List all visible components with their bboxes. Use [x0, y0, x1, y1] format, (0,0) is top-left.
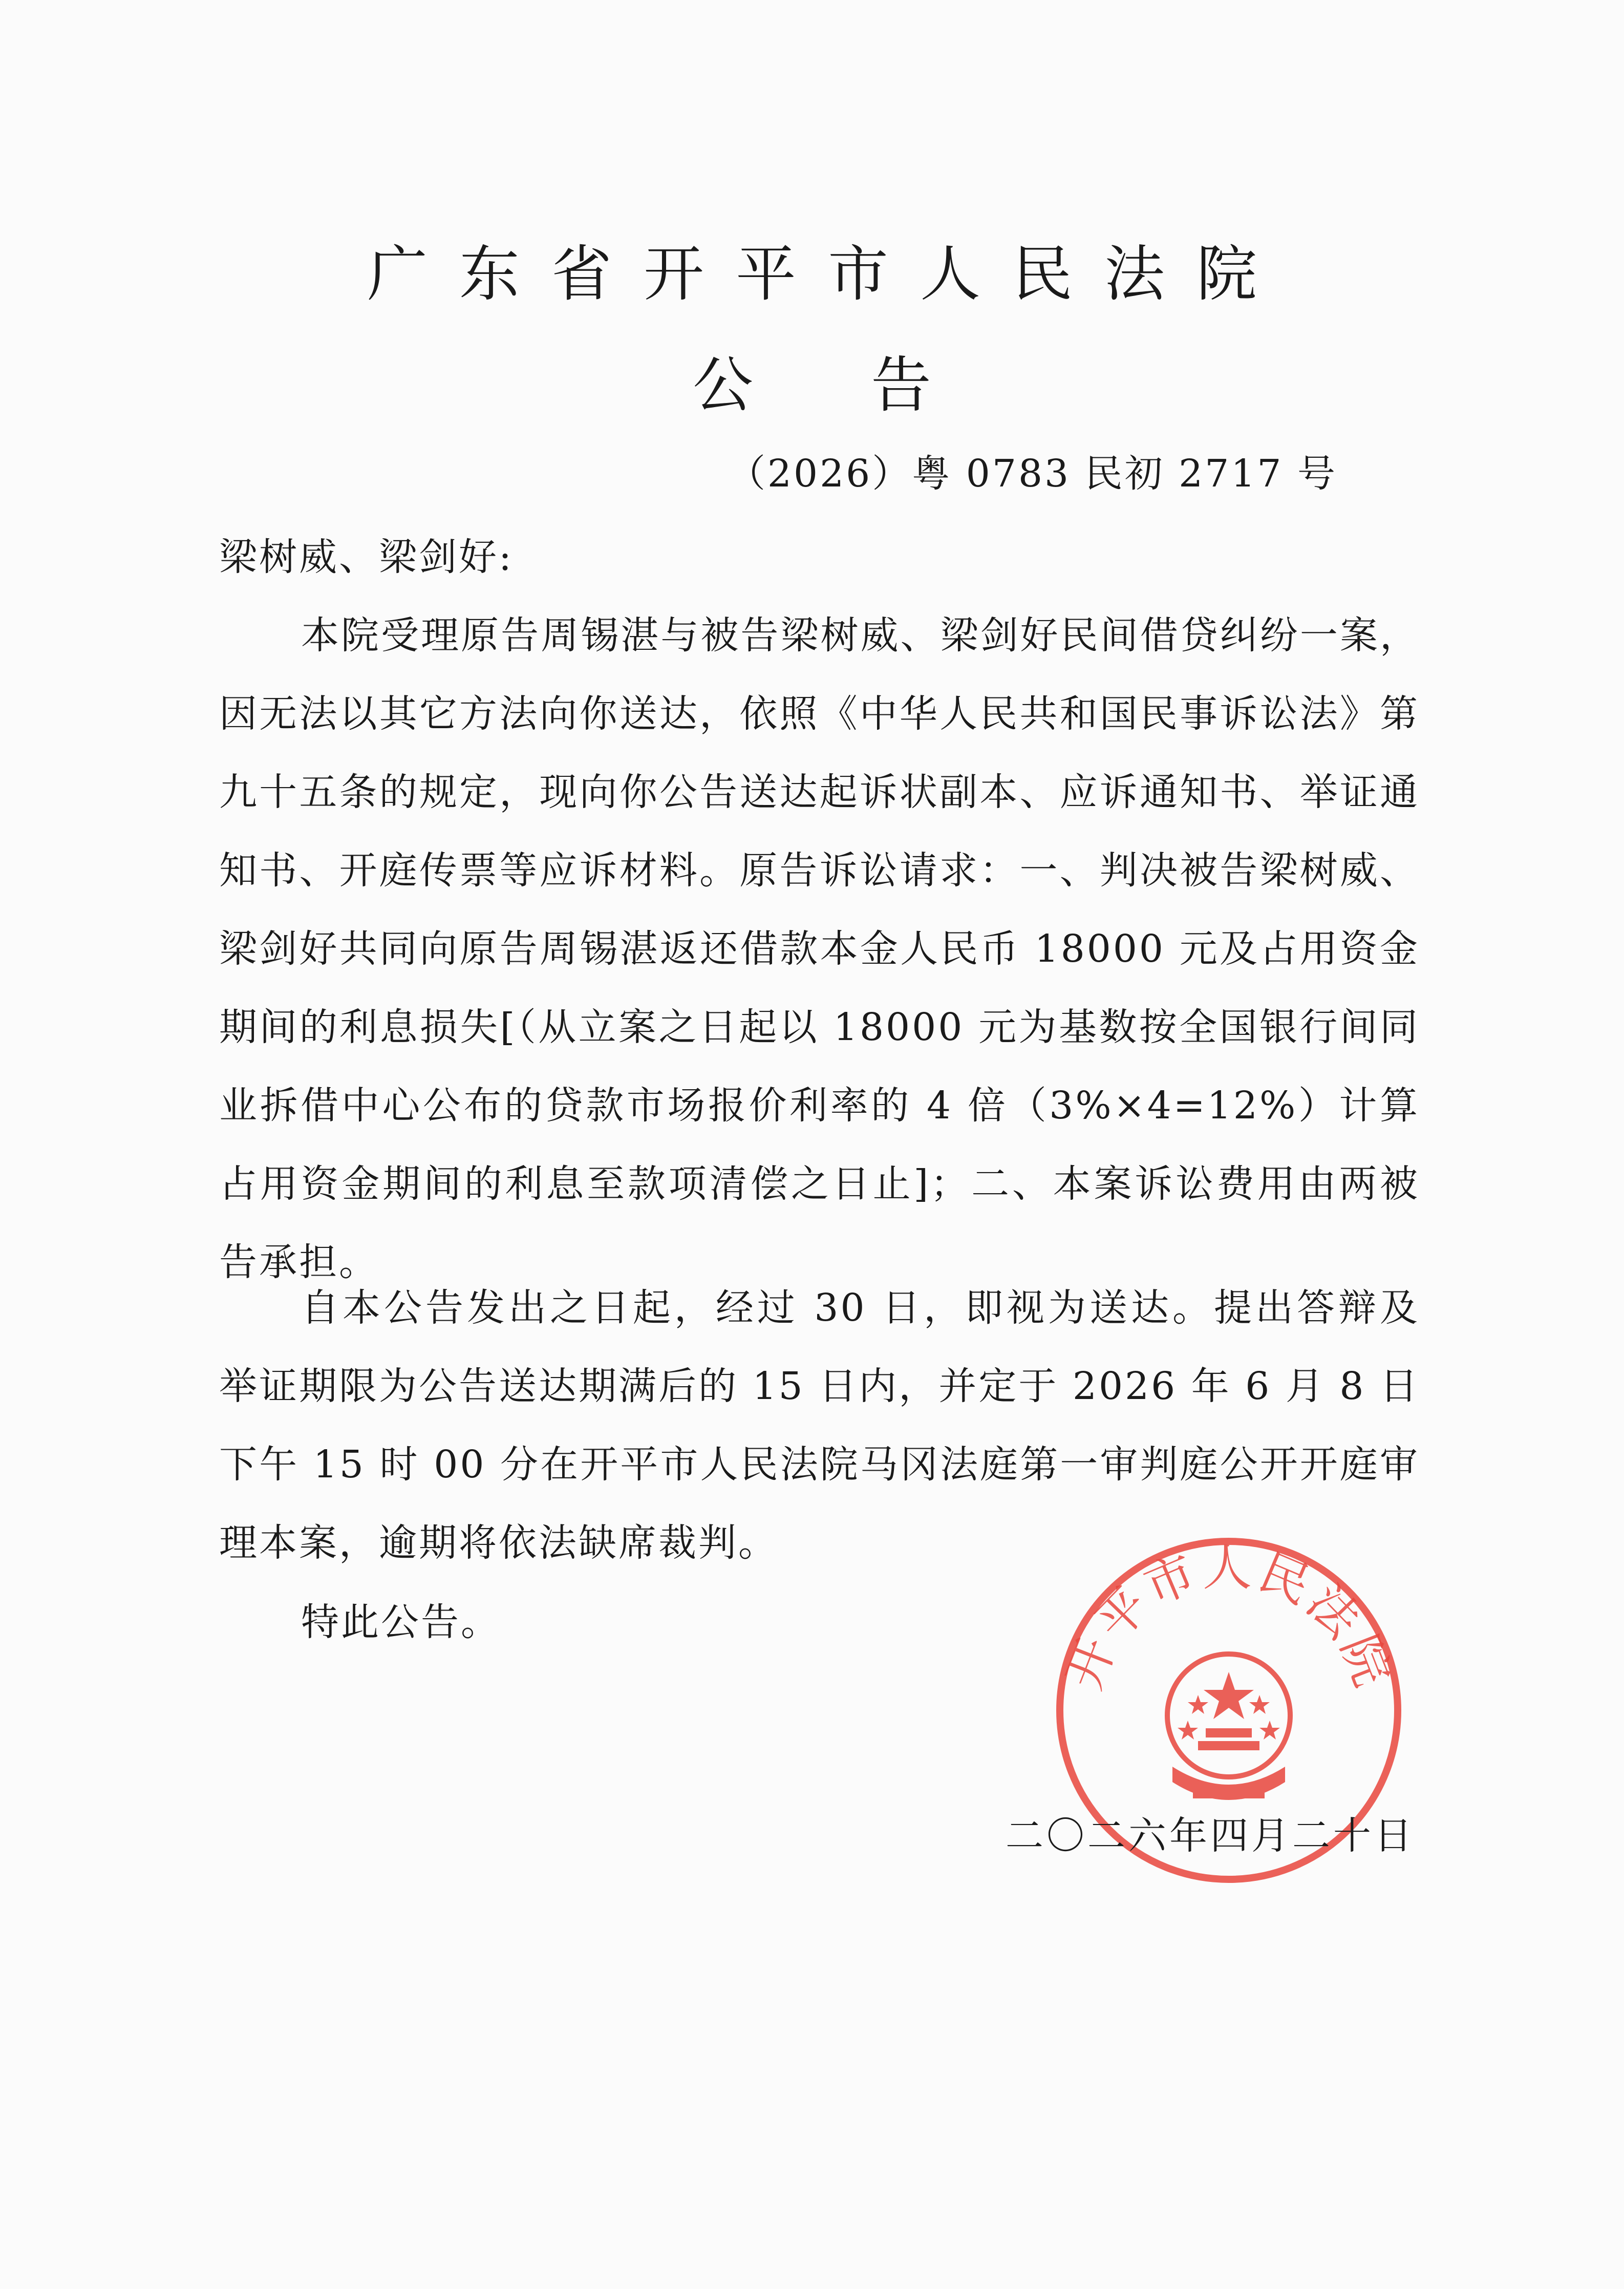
- court-name-heading: 广东省开平市人民法院: [367, 239, 1289, 309]
- seal-text: 开平市人民法院: [1055, 1539, 1403, 1697]
- paragraph-closing: 特此公告。: [301, 1600, 501, 1644]
- addressee: 梁树威、梁剑好:: [219, 535, 514, 579]
- national-emblem-icon: [1167, 1654, 1290, 1800]
- case-number: （2026）粤 0783 民初 2717 号: [727, 452, 1337, 496]
- paragraph-claims: 本院受理原告周锡湛与被告梁树威、梁剑好民间借贷纠纷一案，因无法以其它方法向你送达，依照《中华人民共和国民事诉讼法》第九十五条的规定，现向你公告送达起诉状副本、应诉通知书、举证通知书、开庭传票等应诉材料。原告诉讼请求：一、判决被告梁树威、梁剑好共同向原告周锡湛返还借款本金人民币 18000 元及占用资金期间的利息损失[（从立案之日起以 18000 元为基数按全国银行间同业拆借中心公布的贷款市场报价利率的 4 倍（3%×4=12%）计算占用资金期间的利息至款项清偿之日止]；二、本案诉讼费用由两被告承担。: [219, 613, 1420, 1284]
- document-type-heading: 公告: [692, 350, 1049, 420]
- paragraph-service-and-hearing: 自本公告发出之日起，经过 30 日，即视为送达。提出答辩及举证期限为公告送达期满后的 15 日内，并定于 2026 年 6 月 8 日下午 15 时 00 分在开平市人民法院马冈法庭第一审判庭公开开庭审理本案，逾期将依法缺席裁判。: [219, 1286, 1420, 1565]
- issue-date: 二〇二六年四月二十日: [1006, 1814, 1415, 1858]
